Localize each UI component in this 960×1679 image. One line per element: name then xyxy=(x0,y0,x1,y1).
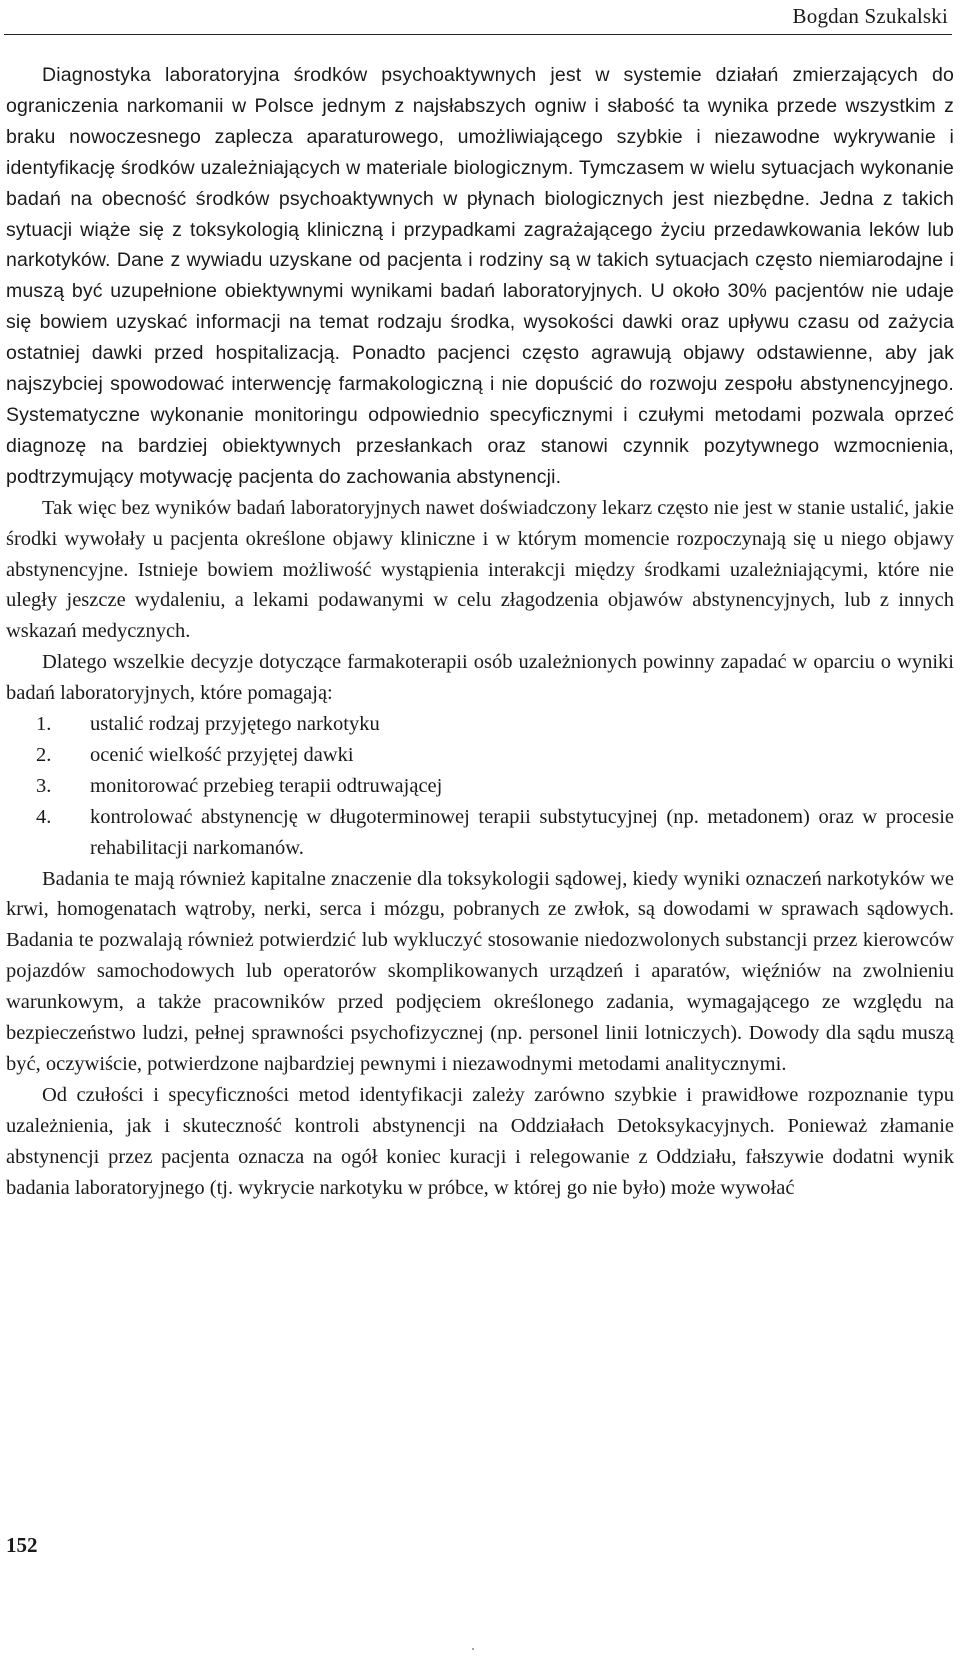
running-header-author: Bogdan Szukalski xyxy=(792,4,948,28)
paragraph-sensitivity: Od czułości i specyficzności metod identyfikacji zależy zarówno szybkie i prawidłowe rozpoznanie typu uzależnienia, jak i skuteczność kontroli abstynencji na Oddziałach Detoksykacyjnych. Ponieważ złamanie abstynencji przez pacjenta oznacza na ogół koniec kuracji i relegowanie z Oddziału, fałszywie dodatni wynik badania laboratoryjnego (tj. wykrycie narkotyku w próbce, w której go nie było) może wywołać xyxy=(6,1083,954,1199)
paragraph-forensic: Badania te mają również kapitalne znaczenie dla toksykologii sądowej, kiedy wyniki oznaczeń narkotyków we krwi, homogenatach wątroby, nerki, serca i mózgu, pobranych ze zwłok, są dowodami w sprawach sądowych. Badania te pozwalają również potwierdzić lub wykluczyć stosowanie niedozwolonych substancji przez kierowców pojazdów samochodowych lub operatorów skomplikowanych urządzeń i aparatów, więźniów na zwolnieniu warunkowym, a także pracowników przed podjęciem określonego zadania, wymagającego ze względu na bezpieczeństwo ludzi, pełnej sprawności psychofizycznej (np. personel linii lotniczych). Dowody dla sądu muszą być, oczywiście, potwierdzone najbardziej pewnymi i niezawodnymi metodami analitycznymi. xyxy=(6,867,954,1075)
list-item xyxy=(6,709,954,740)
header-rule xyxy=(4,34,952,35)
paragraph-diagnostics: Diagnostyka laboratoryjna środków psychoaktywnych jest w systemie działań zmierzających do ograniczenia narkomanii w Polsce jednym z najsłabszych ogniw i słabość ta wynika przede wszystkim z braku nowoczesnego zaplecza aparaturowego, umożliwiającego szybkie i niezawodne wykrywanie i identyfikację środków uzależniających w materiale biologicznym. Tymczasem w wielu sytuacjach wykonanie badań na obecność środków psychoaktywnych w płynach biologicznych jest niezbędne. Jedna z takich sytuacji wiąże się z toksykologią kliniczną i przypadkami zagrażającego życiu przedawkowania leków lub narkotyków. Dane z wywiadu uzyskane od pacjenta i rodziny są w takich sytuacjach często niemiarodajne i muszą być uzupełnione obiektywnymi wynikami badań laboratoryjnych. U około 30% pacjentów nie udaje się bowiem uzyskać informacji na temat rodzaju środka, wysokości dawki oraz upływu czasu od zażycia ostatniej dawki przed hospitalizacją. Ponadto pacjenci często agrawują objawy odstawienne, aby jak najszybciej spowodować interwencję farmakologiczną i nie dopuścić do rozwoju zespołu abstynencyjnego. Systematyczne wykonanie monitoringu odpowiednio specyficznymi i czułymi metodami pozwala oprzeć diagnozę na bardziej obiektywnych przesłankach oraz stanowi czynnik pozytywnego wzmocnienia, podtrzymujący motywację pacjenta do zachowania abstynencji. xyxy=(6,64,954,488)
body-text xyxy=(6,60,954,1204)
paragraph-decisions: Dlatego wszelkie decyzje dotyczące farmakoterapii osób uzależnionych powinny zapadać w oparciu o wyniki badań laboratoryjnych, które pomagają: xyxy=(6,651,954,705)
list-item-text: kontrolować abstynencję w długoterminowej terapii substytucyjnej (np. metadonem) oraz w procesie rehabilitacji narkomanów. xyxy=(90,805,954,859)
list-item-number: 4. xyxy=(36,805,52,828)
numbered-list xyxy=(6,709,954,864)
list-item xyxy=(6,802,954,864)
scan-speck xyxy=(472,1648,474,1650)
list-item-text: ustalić rodzaj przyjętego narkotyku xyxy=(90,713,380,736)
list-item-text: monitorować przebieg terapii odtruwającej xyxy=(90,774,443,797)
paragraph-lab-results: Tak więc bez wyników badań laboratoryjnych nawet doświadczony lekarz często nie jest w stanie ustalić, jakie środki wywołały u pacjenta określone objawy kliniczne i w którym momencie rozpoczynają się u niego objawy abstynencyjne. Istnieje bowiem możliwość wystąpienia interakcji między środkami uzależniającymi, które nie uległy jeszcze wydaleniu, a lekami podawanymi w celu złagodzenia objawów abstynencyjnych, lub z innych wskazań medycznych. xyxy=(6,496,954,643)
list-item-number: 3. xyxy=(36,774,52,797)
list-item-text: ocenić wielkość przyjętej dawki xyxy=(90,743,354,766)
list-item-number: 1. xyxy=(36,713,52,736)
list-item-number: 2. xyxy=(36,743,52,766)
list-item xyxy=(6,771,954,802)
list-item xyxy=(6,740,954,771)
page-number: 152 xyxy=(6,1533,38,1557)
